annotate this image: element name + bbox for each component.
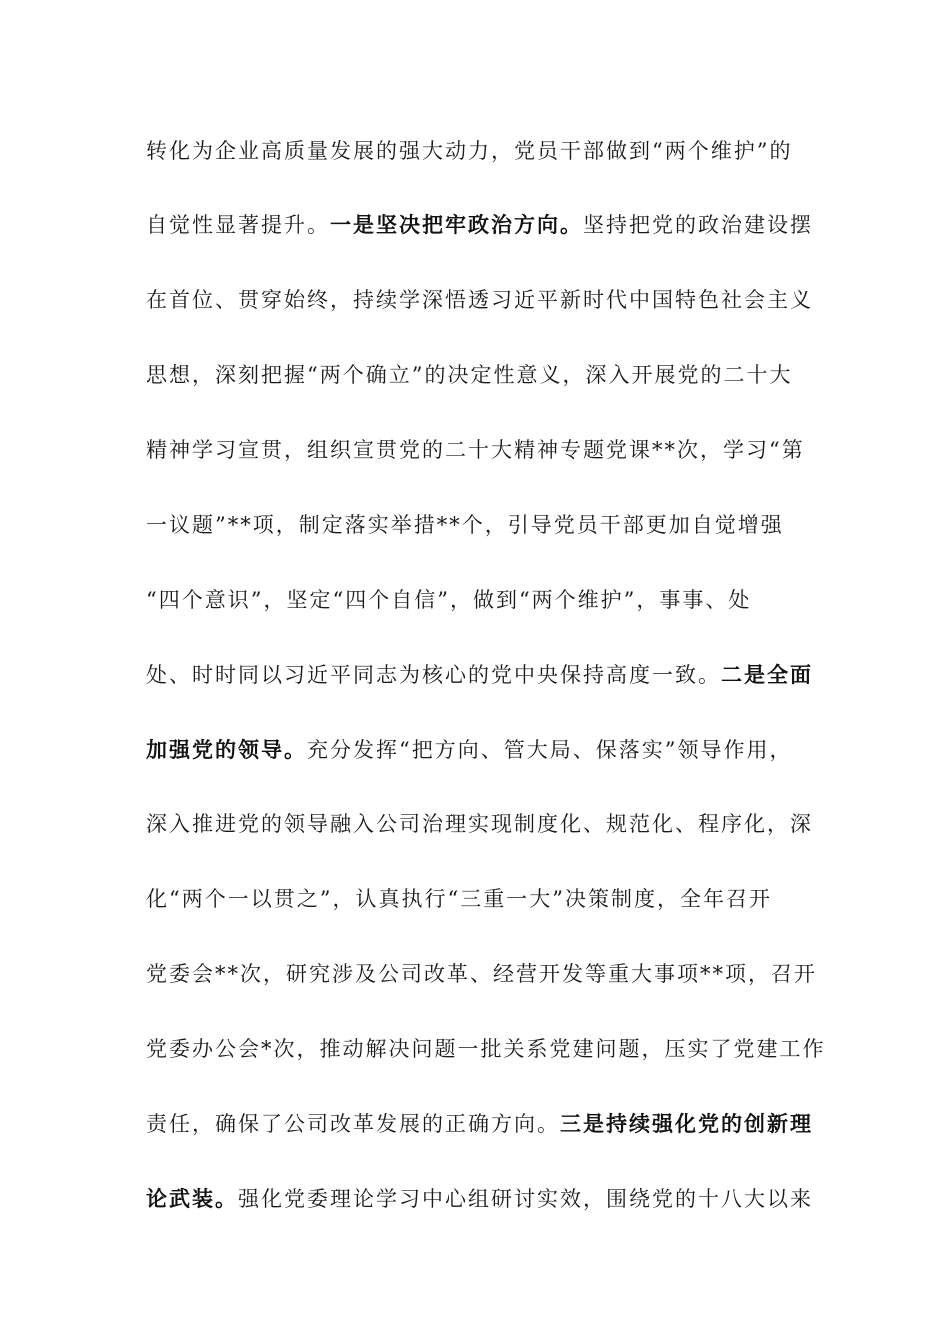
text-segment: 党委会**次，研究涉及公司改革、经营开发等重大事项**项，召开 <box>146 962 817 986</box>
text-segment: 坚持把党的政治建设摆 <box>583 213 813 237</box>
text-segment: 充分发挥“把方向、管大局、保落实”领导作用， <box>307 738 793 762</box>
text-segment: 在首位、贯穿始终，持续学深悟透习近平新时代中国特色社会主义 <box>146 288 813 312</box>
text-segment: 责任，确保了公司改革发展的正确方向。 <box>146 1112 560 1136</box>
bold-heading-segment: 加强党的领导。 <box>146 737 307 762</box>
text-segment: 一议题”**项，制定落实举措**个，引导党员干部更加自觉增强 <box>146 513 784 537</box>
text-line-3 <box>146 282 813 318</box>
text-line-4 <box>146 357 806 393</box>
text-line-13 <box>146 1031 826 1067</box>
text-segment: 思想，深刻把握“两个确立”的决定性意义，深入开展党的二十大 <box>146 363 793 387</box>
text-line-5 <box>146 432 806 468</box>
text-line-2 <box>146 207 813 243</box>
text-line-9 <box>146 732 806 768</box>
text-segment: “四个意识”，坚定“四个自信”，做到“两个维护”，事事、处 <box>146 588 752 612</box>
text-segment: 强化党委理论学习中心组研讨实效，围绕党的十八大以来 <box>238 1187 813 1211</box>
text-segment: 深入推进党的领导融入公司治理实现制度化、规范化、程序化，深 <box>146 812 813 836</box>
text-line-1 <box>146 133 806 169</box>
text-line-8 <box>146 657 813 693</box>
bold-heading-segment: 一是坚决把牢政治方向。 <box>330 212 583 237</box>
bold-heading-segment: 二是全面 <box>721 662 813 687</box>
bold-heading-segment: 论武装。 <box>146 1186 238 1211</box>
text-segment: 转化为企业高质量发展的强大动力，党员干部做到“两个维护”的 <box>146 139 793 163</box>
bold-heading-segment: 三是持续强化党的创新理 <box>560 1111 813 1136</box>
text-segment: 自觉性显著提升。 <box>146 213 330 237</box>
text-segment: 处、时时同以习近平同志为核心的党中央保持高度一致。 <box>146 663 721 687</box>
text-line-15 <box>146 1181 813 1217</box>
text-line-6 <box>146 507 806 543</box>
text-segment: 精神学习宣贯，组织宣贯党的二十大精神专题党课**次，学习“第 <box>146 438 805 462</box>
text-line-14 <box>146 1106 813 1142</box>
text-line-12 <box>146 956 817 992</box>
text-segment: 党委办公会*次，推动解决问题一批关系党建问题，压实了党建工作 <box>146 1037 826 1061</box>
text-line-7 <box>146 582 806 618</box>
text-line-10 <box>146 806 813 842</box>
text-segment: 化“两个一以贯之”，认真执行“三重一大”决策制度，全年召开 <box>146 887 772 911</box>
text-line-11 <box>146 881 806 917</box>
